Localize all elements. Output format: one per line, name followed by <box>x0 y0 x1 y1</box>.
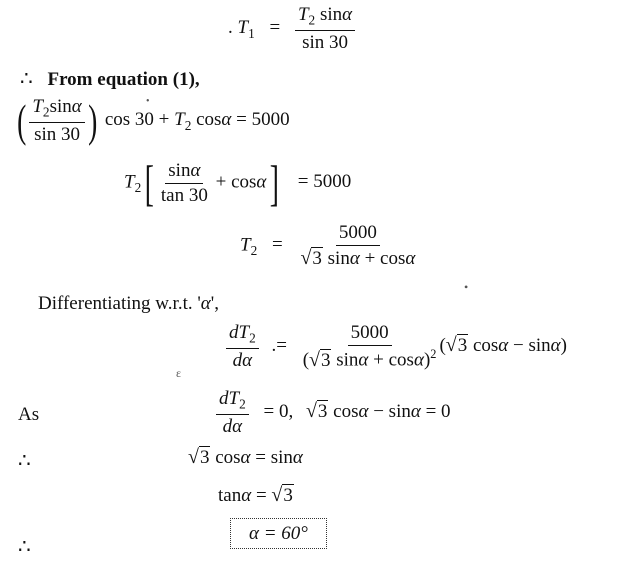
final-answer-box: α = 60° <box>230 523 327 545</box>
equation-bracket: $T_2$[ $\frac{\sin\alpha}{\tan 30}$ + cosα] = 5000 <box>124 155 352 211</box>
equation-t1: . $T_1$ = $\frac{T_2 \sin\alpha}{\sin 30}$ <box>228 4 355 54</box>
scan-speck: • <box>464 280 469 294</box>
differentiating-line: Differentiating w.r.t. 'α', <box>38 293 219 314</box>
as-label: As <box>18 404 40 425</box>
equation-cos: √3 cosα = sinα <box>188 446 303 468</box>
equation-t2: $T_2$ = $\frac{5000}{√3 \sin\alpha + \cos\alpha}$ <box>240 222 416 269</box>
equation-tan: tanα = √3 <box>218 484 293 506</box>
from-equation-line: ∴ From equation (1), <box>20 68 200 90</box>
therefore-symbol-1: ∴ <box>18 450 31 472</box>
scan-speck: • <box>146 96 150 107</box>
scan-speck: ɛ <box>176 366 182 380</box>
equation-derivative: $\frac{dT_2}{d\alpha}$ .= $\frac{5000}{(√3 \sin\alpha + \cos\alpha)^2}$ (√3 cosα − sinα) <box>226 322 567 372</box>
equation-as: $\frac{dT_2}{d\alpha}$ = 0, √3 cosα − sinα = 0 <box>216 388 451 438</box>
equation-sum: ( $\frac{T_2\sin\alpha}{\sin 30}$ ) $\cos 30 + T_2$ cosα = 5000 <box>17 94 290 146</box>
therefore-symbol-2: ∴ <box>18 536 31 558</box>
t1-fraction: $\frac{T_2 \sin\alpha}{\sin 30}$ <box>295 4 355 54</box>
